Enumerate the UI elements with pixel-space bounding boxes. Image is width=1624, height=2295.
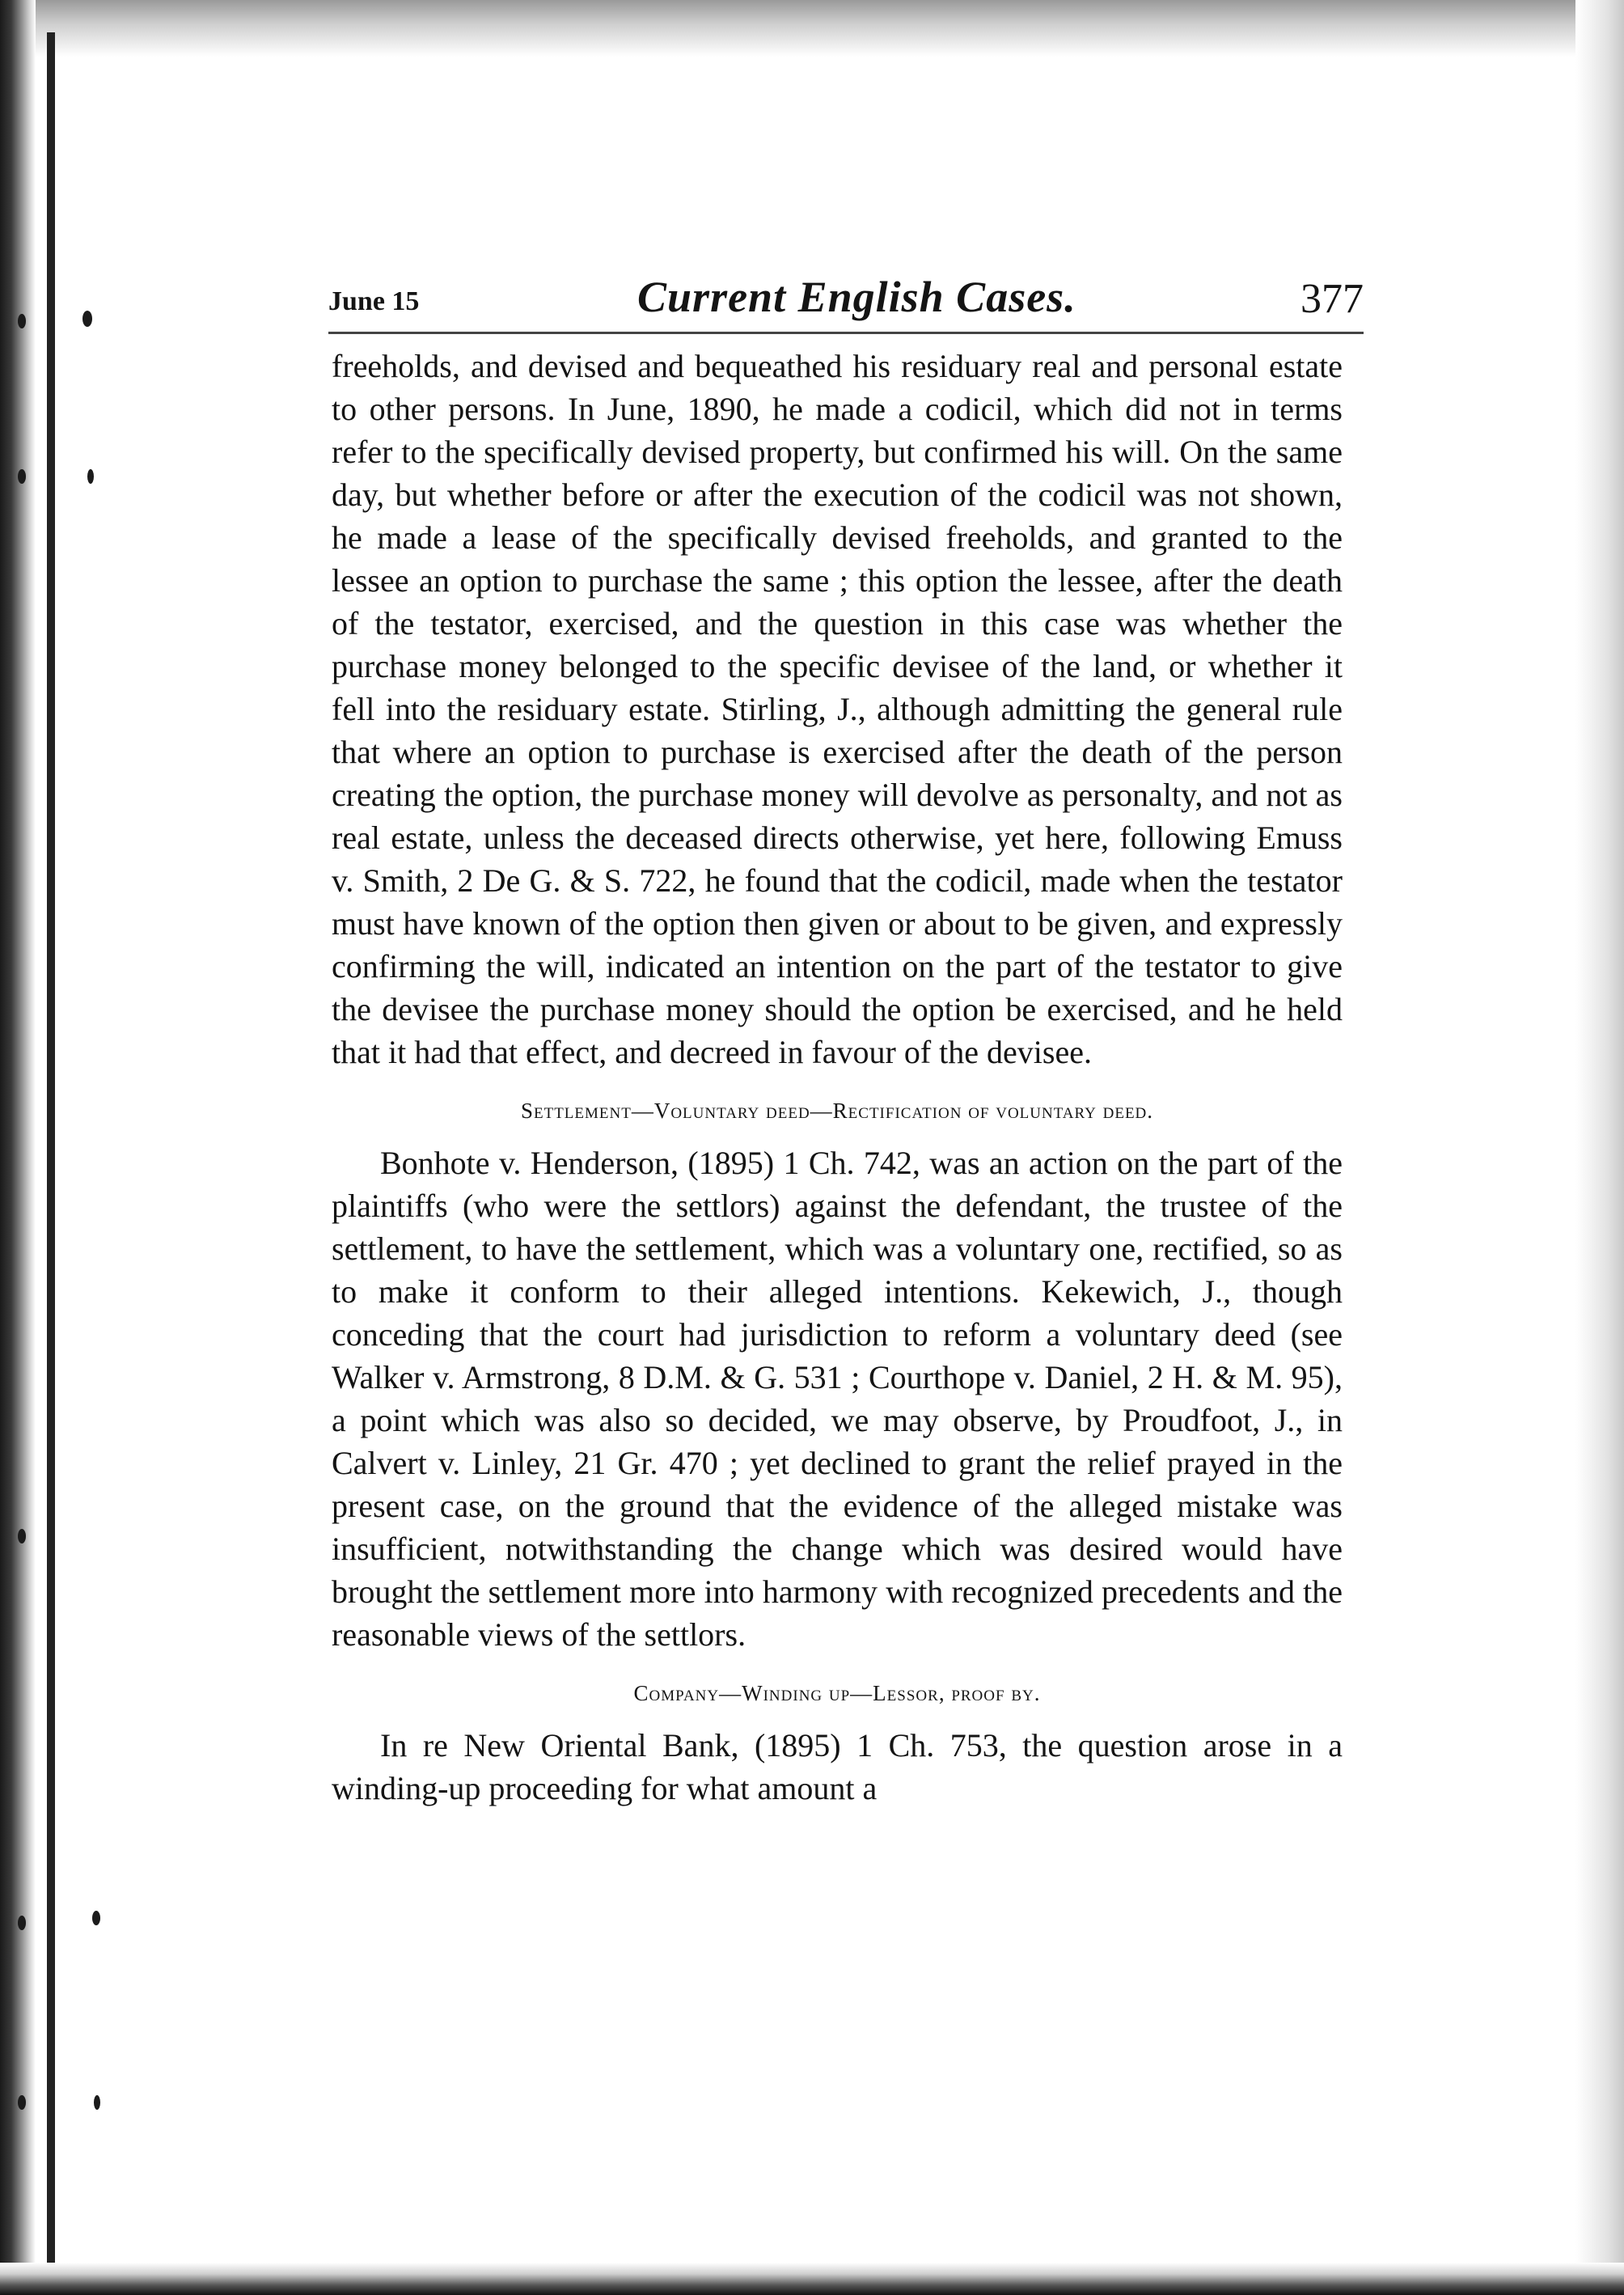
binding-hole-2 [82, 311, 92, 327]
binding-hole-5 [18, 1529, 26, 1543]
binding-hole-3 [18, 469, 26, 484]
binding-hole-4 [87, 469, 94, 484]
section-heading-company: Company—Winding up—Lessor, proof by. [633, 1681, 1041, 1705]
header-title: Current English Cases. [637, 273, 1076, 321]
page-number: 377 [1300, 276, 1364, 322]
binding-hole-9 [94, 2095, 100, 2110]
binding-hole-7 [92, 1911, 100, 1925]
binding-rule [47, 32, 55, 2265]
running-header [328, 272, 1364, 328]
paragraph-bonhote: Bonhote v. Henderson, (1895) 1 Ch. 742, was an action on the part of the plaintiffs (who were the settlors) against the defendant, the trustee of the settlement, to have the settlement, which was a voluntary one, rectified, so as to make it conform to their alleged intentions. Kekewich, J., though conceding that the court had jurisdiction to reform a voluntary deed (see Walker v. Armstrong, 8 D.M. & G. 531 ; Courthope v. Daniel, 2 H. & M. 95), a point which was also so decided, we may observe, by Proudfoot, J., in Calvert v. Linley, 21 Gr. 470 ; yet declined to grant the relief prayed in the present case, on the ground that the evidence of the alleged mistake was insufficient, notwithstanding the change which was desired would have brought the settlement more into harmony with recognized precedents and the reasonable views of the settlors. [332, 1145, 1343, 1653]
paragraph-continuation: freeholds, and devised and bequeathed his residuary real and personal estate to other persons. In June, 1890, he made a codicil, which did not in terms refer to the specifically devised property, but confirmed his will. On the same day, but whether before or after the execution of the codicil was not shown, he made a lease of the specifically devised freeholds, and granted to the lessee an option to purchase the same ; this option the lessee, after the death of the testator, exercised, and the question in this case was whether the purchase money belonged to the specific devisee of the land, or whether it fell into the residuary estate. Stirling, J., although admitting the general rule that where an option to purchase is exercised after the death of the person creating the option, the purchase money will devolve as personalty, and not as real estate, unless the deceased directs otherwise, yet here, following Emuss v. Smith, 2 De G. & S. 722, he found that the codicil, made when the testator must have known of the option then given or about to be given, and expressly confirming the will, indicated an intention on the part of the testator to give the devisee the purchase money should the option be exercised, and he held that it had that effect, and decreed in favour of the devisee. [332, 348, 1343, 1070]
page-edge-bottom [0, 2263, 1624, 2295]
binding-hole-1 [18, 314, 26, 328]
section-heading-settlement: Settlement—Voluntary deed—Rectification of voluntary deed. [520, 1099, 1154, 1123]
header-date: June 15 [328, 286, 420, 316]
paragraph-new-oriental-bank: In re New Oriental Bank, (1895) 1 Ch. 753, the question arose in a winding-up proceeding for what amount a [332, 1727, 1343, 1806]
page-edge-top [0, 0, 1624, 57]
page-edge-left [0, 0, 36, 2295]
binding-hole-8 [18, 2095, 26, 2110]
page-edge-right [1575, 0, 1624, 2295]
page-body [332, 345, 1343, 1810]
binding-hole-6 [18, 1916, 26, 1930]
header-rule [328, 332, 1364, 334]
